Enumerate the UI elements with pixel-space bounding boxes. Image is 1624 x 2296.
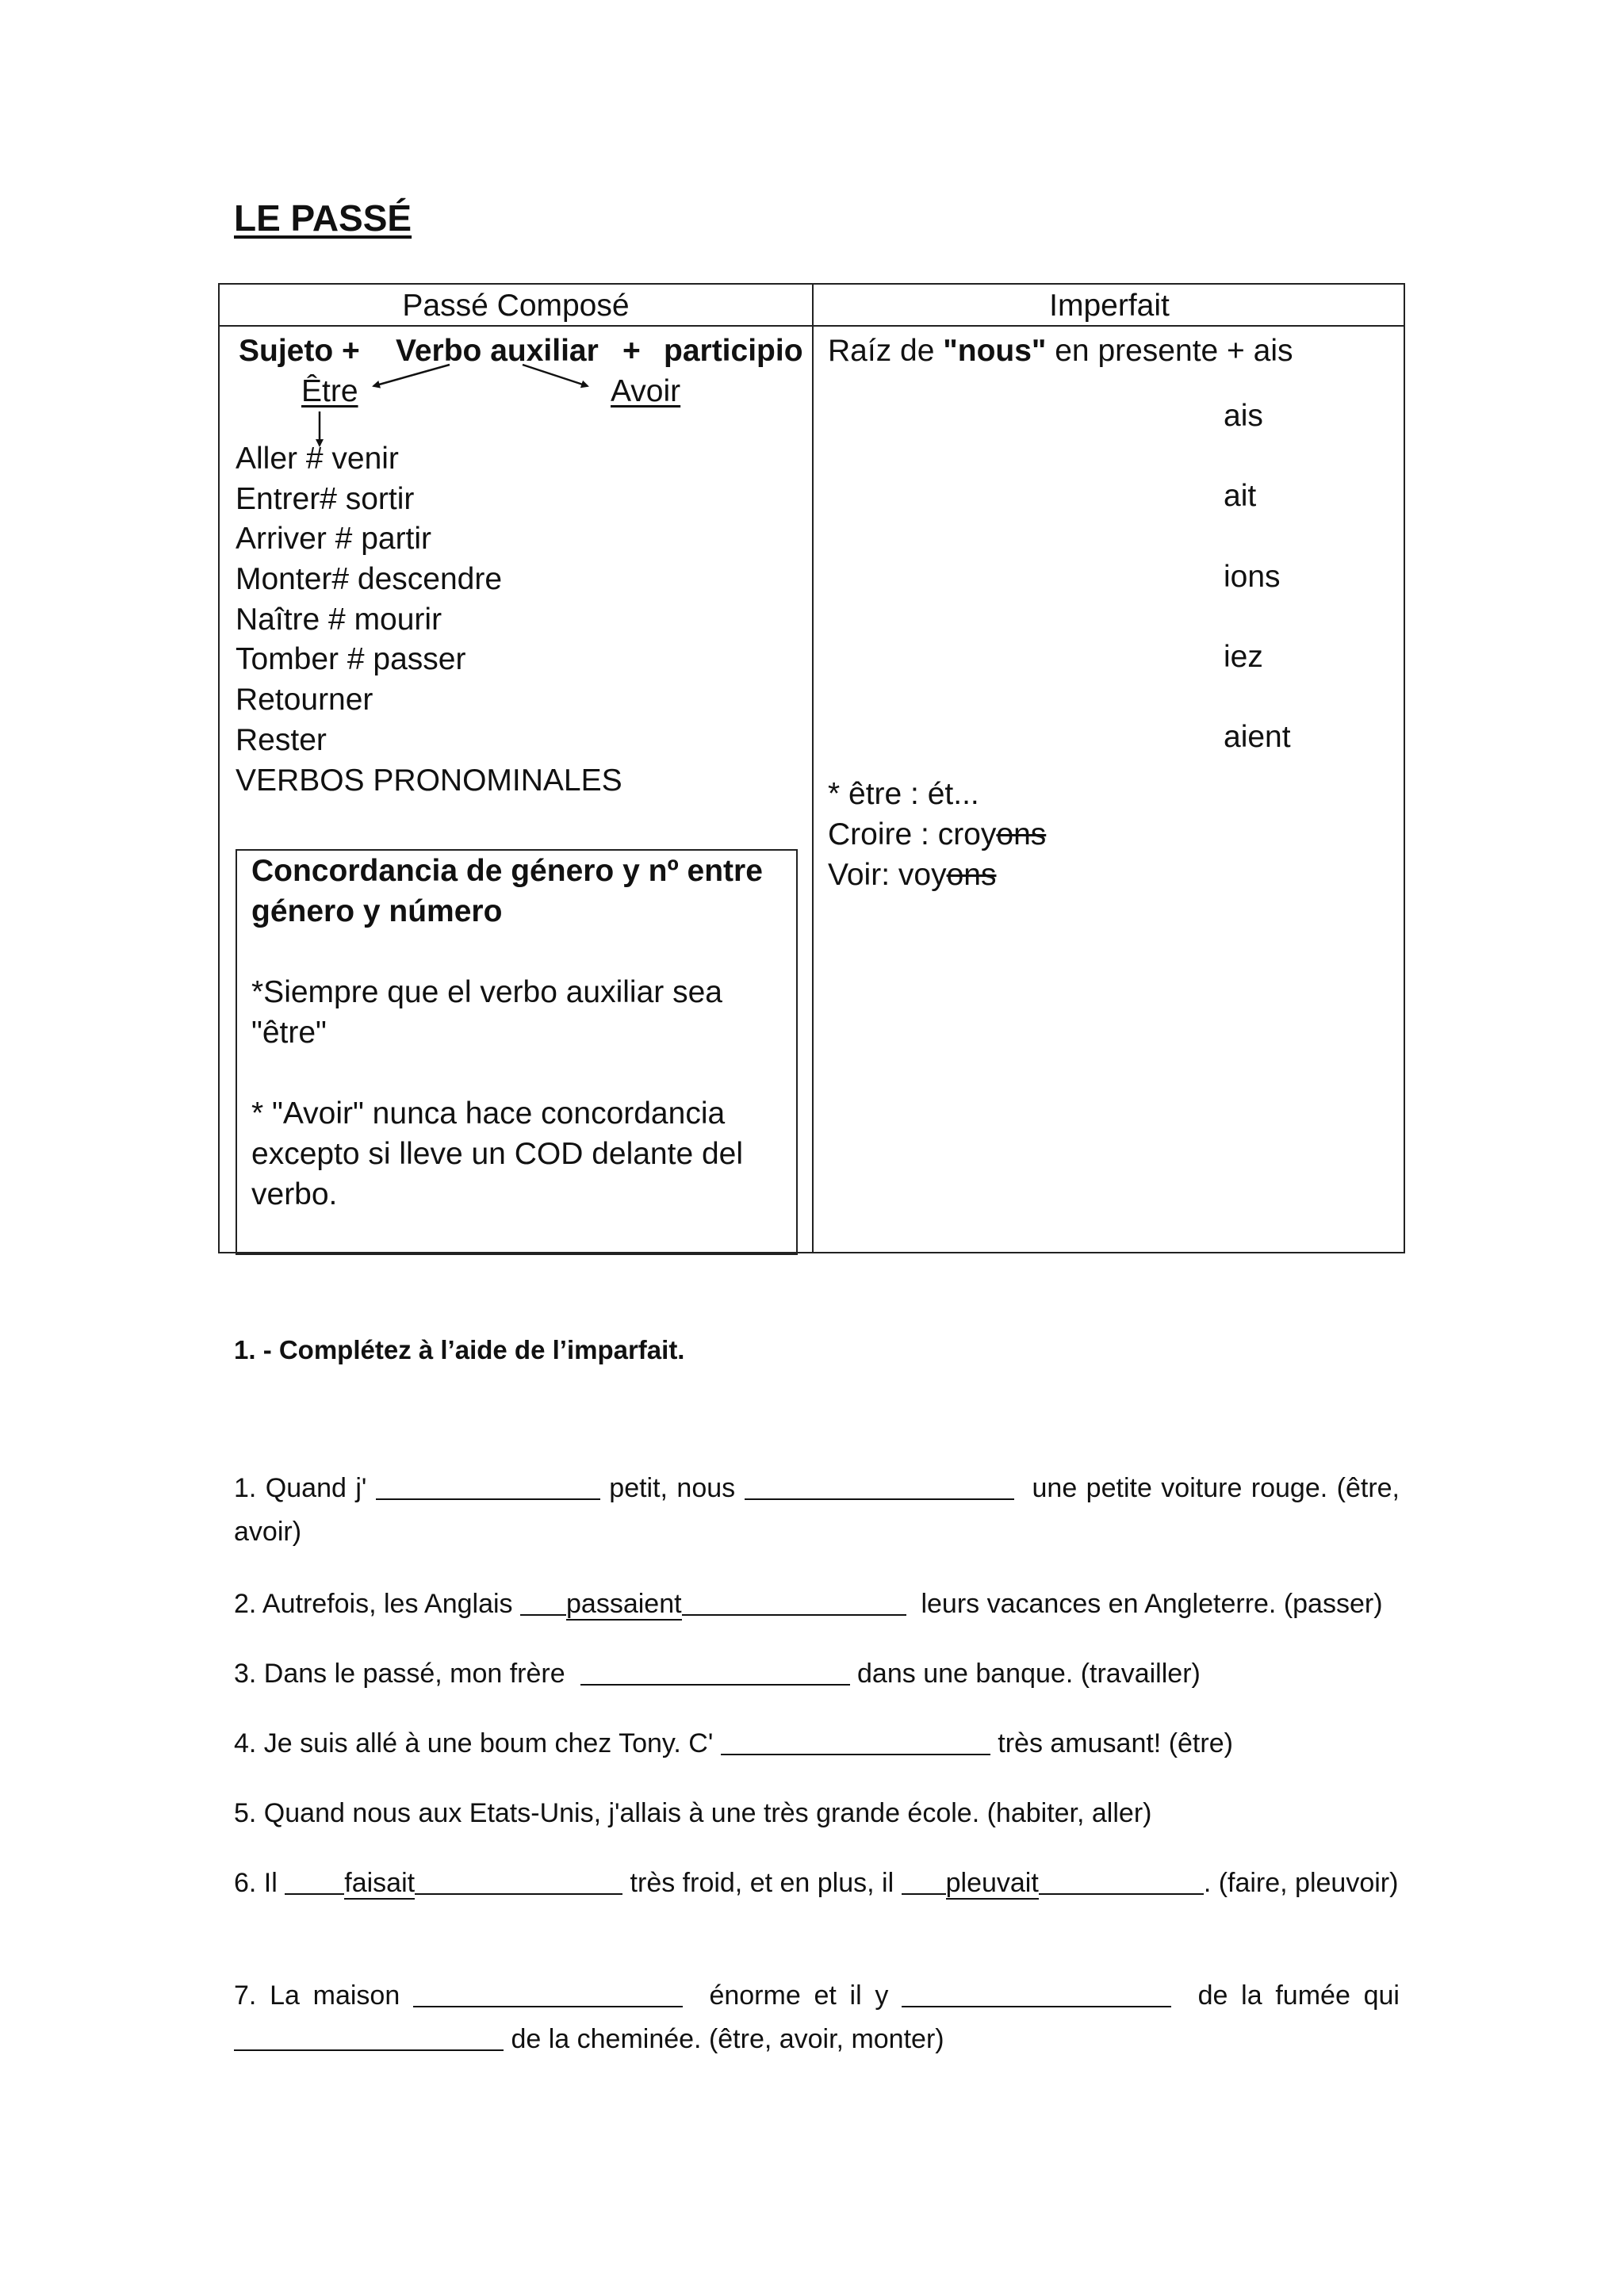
item-text: petit, nous (609, 1473, 736, 1503)
item-text: 7. La maison (234, 1980, 400, 2011)
item-text: de la fumée qui (1197, 1980, 1400, 2011)
formula-subject: Sujeto + (239, 334, 360, 368)
header-imparfait: Imperfait (1049, 289, 1170, 323)
list-item: Entrer# sortir (236, 481, 415, 516)
rule-note-avoir: * "Avoir" nunca hace concordancia excepto si lleve un COD delante del verbo. (251, 1096, 744, 1211)
list-item: Naître # mourir (236, 602, 442, 637)
item-text: 2. Autrefois, les Anglais (234, 1589, 513, 1619)
item-text: 5. Quand nous aux Etats-Unis, j'allais à une très grande école. (habiter, aller) (234, 1798, 1152, 1828)
answer-blank[interactable] (1039, 1866, 1204, 1895)
aux-avoir-label: Avoir (611, 374, 681, 408)
list-item: Arriver # partir (236, 522, 432, 557)
grammar-table (218, 283, 1405, 1253)
exercise-item-4 (234, 1722, 1400, 1766)
answer-blank[interactable] (902, 1979, 1171, 2007)
formula-participle: participio (664, 334, 803, 368)
rule-heading: Concordancia de género y nº entre género y número (251, 854, 763, 928)
item-text: 1. Quand j' (234, 1473, 367, 1503)
item-text: très froid, et en plus, il (630, 1868, 894, 1898)
croire-struck: ons (996, 817, 1047, 851)
exercise-item-3 (234, 1652, 1400, 1696)
list-item: Aller # venir (236, 442, 399, 476)
answer-blank[interactable] (682, 1587, 906, 1616)
exercise-item-2 (234, 1582, 1400, 1626)
list-item: VERBOS PRONOMINALES (236, 763, 622, 798)
rule-prefix: Raíz de (828, 334, 944, 368)
ending-item: ait (1224, 479, 1257, 514)
answer-blank[interactable] (415, 1866, 622, 1895)
answer-blank[interactable] (902, 1866, 946, 1895)
voir-struck: ons (946, 858, 997, 892)
list-item: Rester (236, 722, 327, 757)
exercise-item-6 (234, 1862, 1400, 1905)
item-text: une petite voiture rouge. (être, avoir) (234, 1473, 1400, 1547)
exercise-item-1 (234, 1467, 1400, 1554)
formula-plus: + (622, 334, 641, 368)
filled-answer[interactable]: pleuvait (945, 1868, 1039, 1898)
exception-voir (828, 859, 996, 890)
answer-blank[interactable] (413, 1979, 683, 2007)
rule-suffix: en presente + ais (1046, 334, 1293, 368)
answer-blank[interactable] (234, 2022, 504, 2051)
ending-item: iez (1224, 639, 1263, 674)
filled-answer[interactable]: faisait (344, 1868, 416, 1898)
agreement-rule-box (236, 849, 798, 1255)
item-text: 4. Je suis allé à une boum chez Tony. C' (234, 1728, 714, 1758)
item-text: très amusant! (être) (998, 1728, 1233, 1758)
rule-nous: "nous" (943, 334, 1047, 368)
ending-item: aient (1224, 720, 1291, 755)
etre-verb-list (236, 439, 622, 801)
list-item: Monter# descendre (236, 562, 503, 597)
exception-etre: * être : ét... (828, 777, 979, 811)
answer-blank[interactable] (520, 1587, 566, 1616)
exercise-item-5 (234, 1792, 1400, 1835)
voir-base: Voir: voy (828, 858, 947, 892)
answer-blank[interactable] (721, 1727, 990, 1755)
item-text: dans une banque. (travailler) (857, 1659, 1201, 1689)
answer-blank[interactable] (745, 1471, 1014, 1500)
item-text: . (faire, pleuvoir) (1203, 1868, 1399, 1898)
exercise-item-7 (234, 1974, 1400, 2061)
filled-answer[interactable]: passaient (566, 1589, 682, 1619)
header-passe-compose: Passé Composé (402, 289, 630, 323)
arrow-to-etre (373, 365, 450, 386)
imparfait-rule (828, 335, 1293, 366)
item-text: de la cheminée. (être, avoir, monter) (511, 2024, 944, 2054)
item-text: leurs vacances en Angleterre. (passer) (921, 1589, 1383, 1619)
exercise-title: 1. - Complétez à l’aide de l’imparfait. (234, 1335, 685, 1364)
list-item: Retourner (236, 683, 373, 718)
ending-item: ions (1224, 559, 1281, 594)
rule-note-etre: *Siempre que el verbo auxiliar sea "être" (251, 975, 722, 1050)
croire-base: Croire : croy (828, 817, 997, 851)
formula-aux: Verbo auxiliar (396, 334, 599, 368)
answer-blank[interactable] (285, 1866, 344, 1895)
item-text: 3. Dans le passé, mon frère (234, 1659, 565, 1689)
arrow-to-avoir (523, 365, 588, 386)
ending-item: ais (1224, 399, 1263, 433)
aux-etre-label: Être (301, 374, 358, 408)
exception-croire (828, 819, 1046, 850)
page-title: LE PASSÉ (234, 197, 412, 239)
list-item: Tomber # passer (236, 642, 466, 677)
answer-blank[interactable] (580, 1657, 850, 1686)
item-text: 6. Il (234, 1868, 278, 1898)
answer-blank[interactable] (376, 1471, 600, 1500)
item-text: énorme et il y (709, 1980, 889, 2011)
imparfait-endings (1224, 396, 1291, 797)
